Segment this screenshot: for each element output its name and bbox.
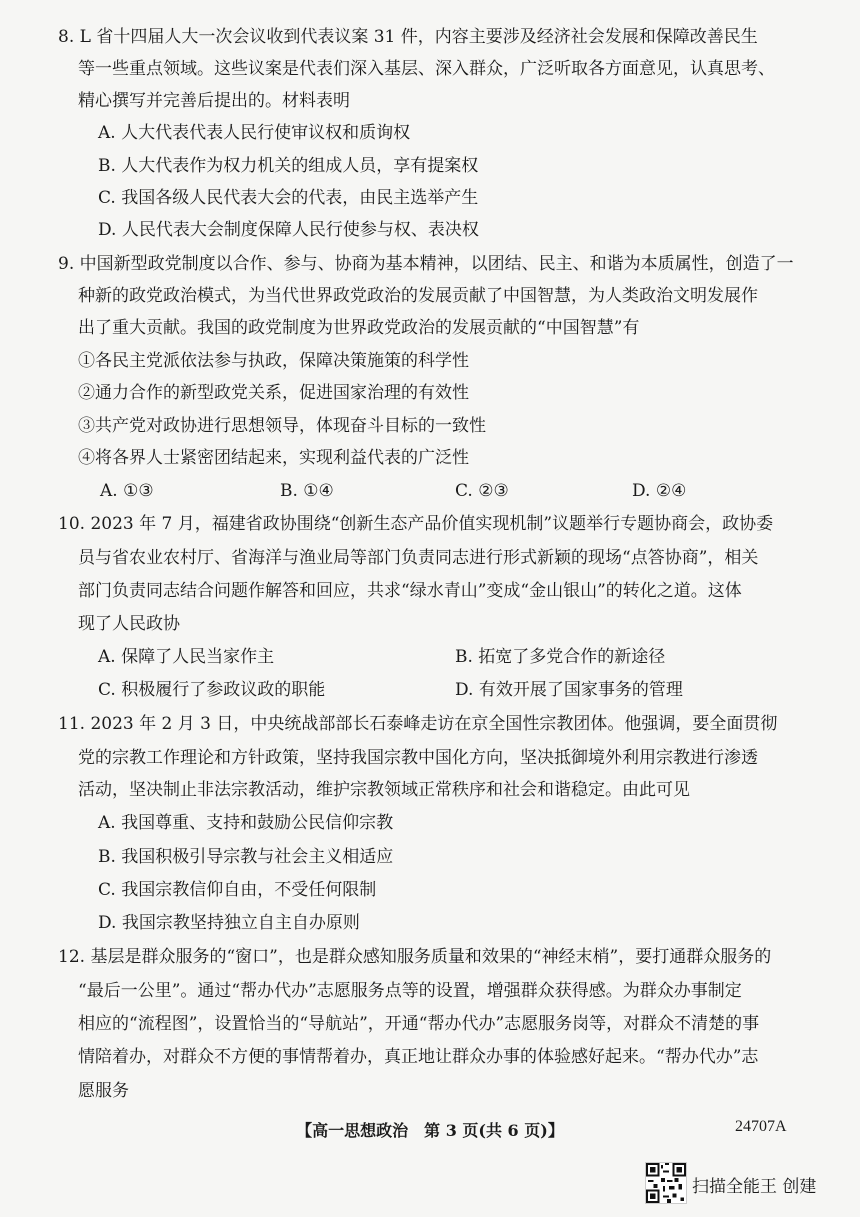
q8-option-c: C. 我国各级人民代表大会的代表，由民主选举产生 xyxy=(98,188,479,208)
q8-option-b: B. 人大代表作为权力机关的组成人员，享有提案权 xyxy=(98,156,479,176)
q8-stem-line3: 精心撰写并完善后提出的。材料表明 xyxy=(78,91,350,111)
q9-item-3: ③共产党对政协进行思想领导，体现奋斗目标的一致性 xyxy=(78,416,486,436)
q9-stem-line3: 出了重大贡献。我国的政党制度为世界政党政治的发展贡献的“中国智慧”有 xyxy=(78,318,640,338)
q9-option-c: C. ②③ xyxy=(455,481,509,501)
q9-option-b: B. ①④ xyxy=(280,481,334,501)
q12-stem-line4: 情陪着办，对群众不方便的事情帮着办，真正地让群众办事的体验感好起来。“帮办代办”志 xyxy=(78,1047,759,1067)
q11-stem-line1: 11. 2023 年 2 月 3 日，中央统战部部长石泰峰走访在京全国性宗教团体。他强调，要全面贯彻 xyxy=(58,714,778,734)
q9-stem-line1: 9. 中国新型政党制度以合作、参与、协商为基本精神，以团结、民主、和谐为本质属性，创造了一 xyxy=(58,254,794,274)
qr-code-icon xyxy=(645,1162,687,1204)
q10-option-d: D. 有效开展了国家事务的管理 xyxy=(455,680,683,700)
q11-option-b: B. 我国积极引导宗教与社会主义相适应 xyxy=(98,847,394,867)
q10-option-b: B. 拓宽了多党合作的新途径 xyxy=(455,647,666,667)
q8-option-d: D. 人民代表大会制度保障人民行使参与权、表决权 xyxy=(98,220,479,240)
q10-stem-line4: 现了人民政协 xyxy=(78,614,180,634)
page-footer-label: 【高一思想政治 第 3 页(共 6 页)】 xyxy=(296,1121,564,1140)
q12-stem-line1: 12. 基层是群众服务的“窗口”，也是群众感知服务质量和效果的“神经末梢”，要打通群众服务的 xyxy=(58,947,772,967)
q10-stem-line3: 部门负责同志结合问题作解答和回应，共求“绿水青山”变成“金山银山”的转化之道。这体 xyxy=(78,581,742,601)
q11-stem-line2: 党的宗教工作理论和方针政策，坚持我国宗教中国化方向，坚决抵御境外利用宗教进行渗透 xyxy=(78,748,758,768)
q10-option-a: A. 保障了人民当家作主 xyxy=(98,647,275,667)
q10-stem-line2: 员与省农业农村厅、省海洋与渔业局等部门负责同志进行形式新颖的现场“点答协商”，相关 xyxy=(78,548,759,568)
q10-option-c: C. 积极履行了参政议政的职能 xyxy=(98,680,326,700)
q8-option-a: A. 人大代表代表人民行使审议权和质询权 xyxy=(98,123,411,143)
q10-stem-line1: 10. 2023 年 7 月，福建省政协围绕“创新生态产品价值实现机制”议题举行专题协商会，政协委 xyxy=(58,514,774,534)
q11-option-c: C. 我国宗教信仰自由，不受任何限制 xyxy=(98,880,377,900)
q8-stem-line2: 等一些重点领域。这些议案是代表们深入基层、深入群众，广泛听取各方面意见，认真思考、 xyxy=(78,59,775,79)
q11-option-d: D. 我国宗教坚持独立自主自办原则 xyxy=(98,913,360,933)
exam-code: 24707A xyxy=(735,1118,787,1135)
q11-stem-line3: 活动，坚决制止非法宗教活动，维护宗教领域正常秩序和社会和谐稳定。由此可见 xyxy=(78,780,690,800)
q12-stem-line3: 相应的“流程图”，设置恰当的“导航站”，开通“帮办代办”志愿服务岗等，对群众不清楚的事 xyxy=(78,1014,760,1034)
q9-option-d: D. ②④ xyxy=(632,481,687,501)
q9-stem-line2: 种新的政党政治模式，为当代世界政党政治的发展贡献了中国智慧，为人类政治文明发展作 xyxy=(78,286,758,306)
q9-item-2: ②通力合作的新型政党关系，促进国家治理的有效性 xyxy=(78,383,469,403)
q9-item-1: ①各民主党派依法参与执政，保障决策施策的科学性 xyxy=(78,351,469,371)
scanner-watermark-label: 扫描全能王 创建 xyxy=(692,1177,817,1197)
q9-item-4: ④将各界人士紧密团结起来，实现利益代表的广泛性 xyxy=(78,448,469,468)
q8-stem-line1: 8. L 省十四届人大一次会议收到代表议案 31 件，内容主要涉及经济社会发展和保障改善民生 xyxy=(58,27,758,47)
q12-stem-line2: “最后一公里”。通过“帮办代办”志愿服务点等的设置，增强群众获得感。为群众办事制定 xyxy=(78,981,742,1001)
q12-stem-line5: 愿服务 xyxy=(78,1081,129,1101)
q11-option-a: A. 我国尊重、支持和鼓励公民信仰宗教 xyxy=(98,813,394,833)
q9-option-a: A. ①③ xyxy=(100,481,154,501)
